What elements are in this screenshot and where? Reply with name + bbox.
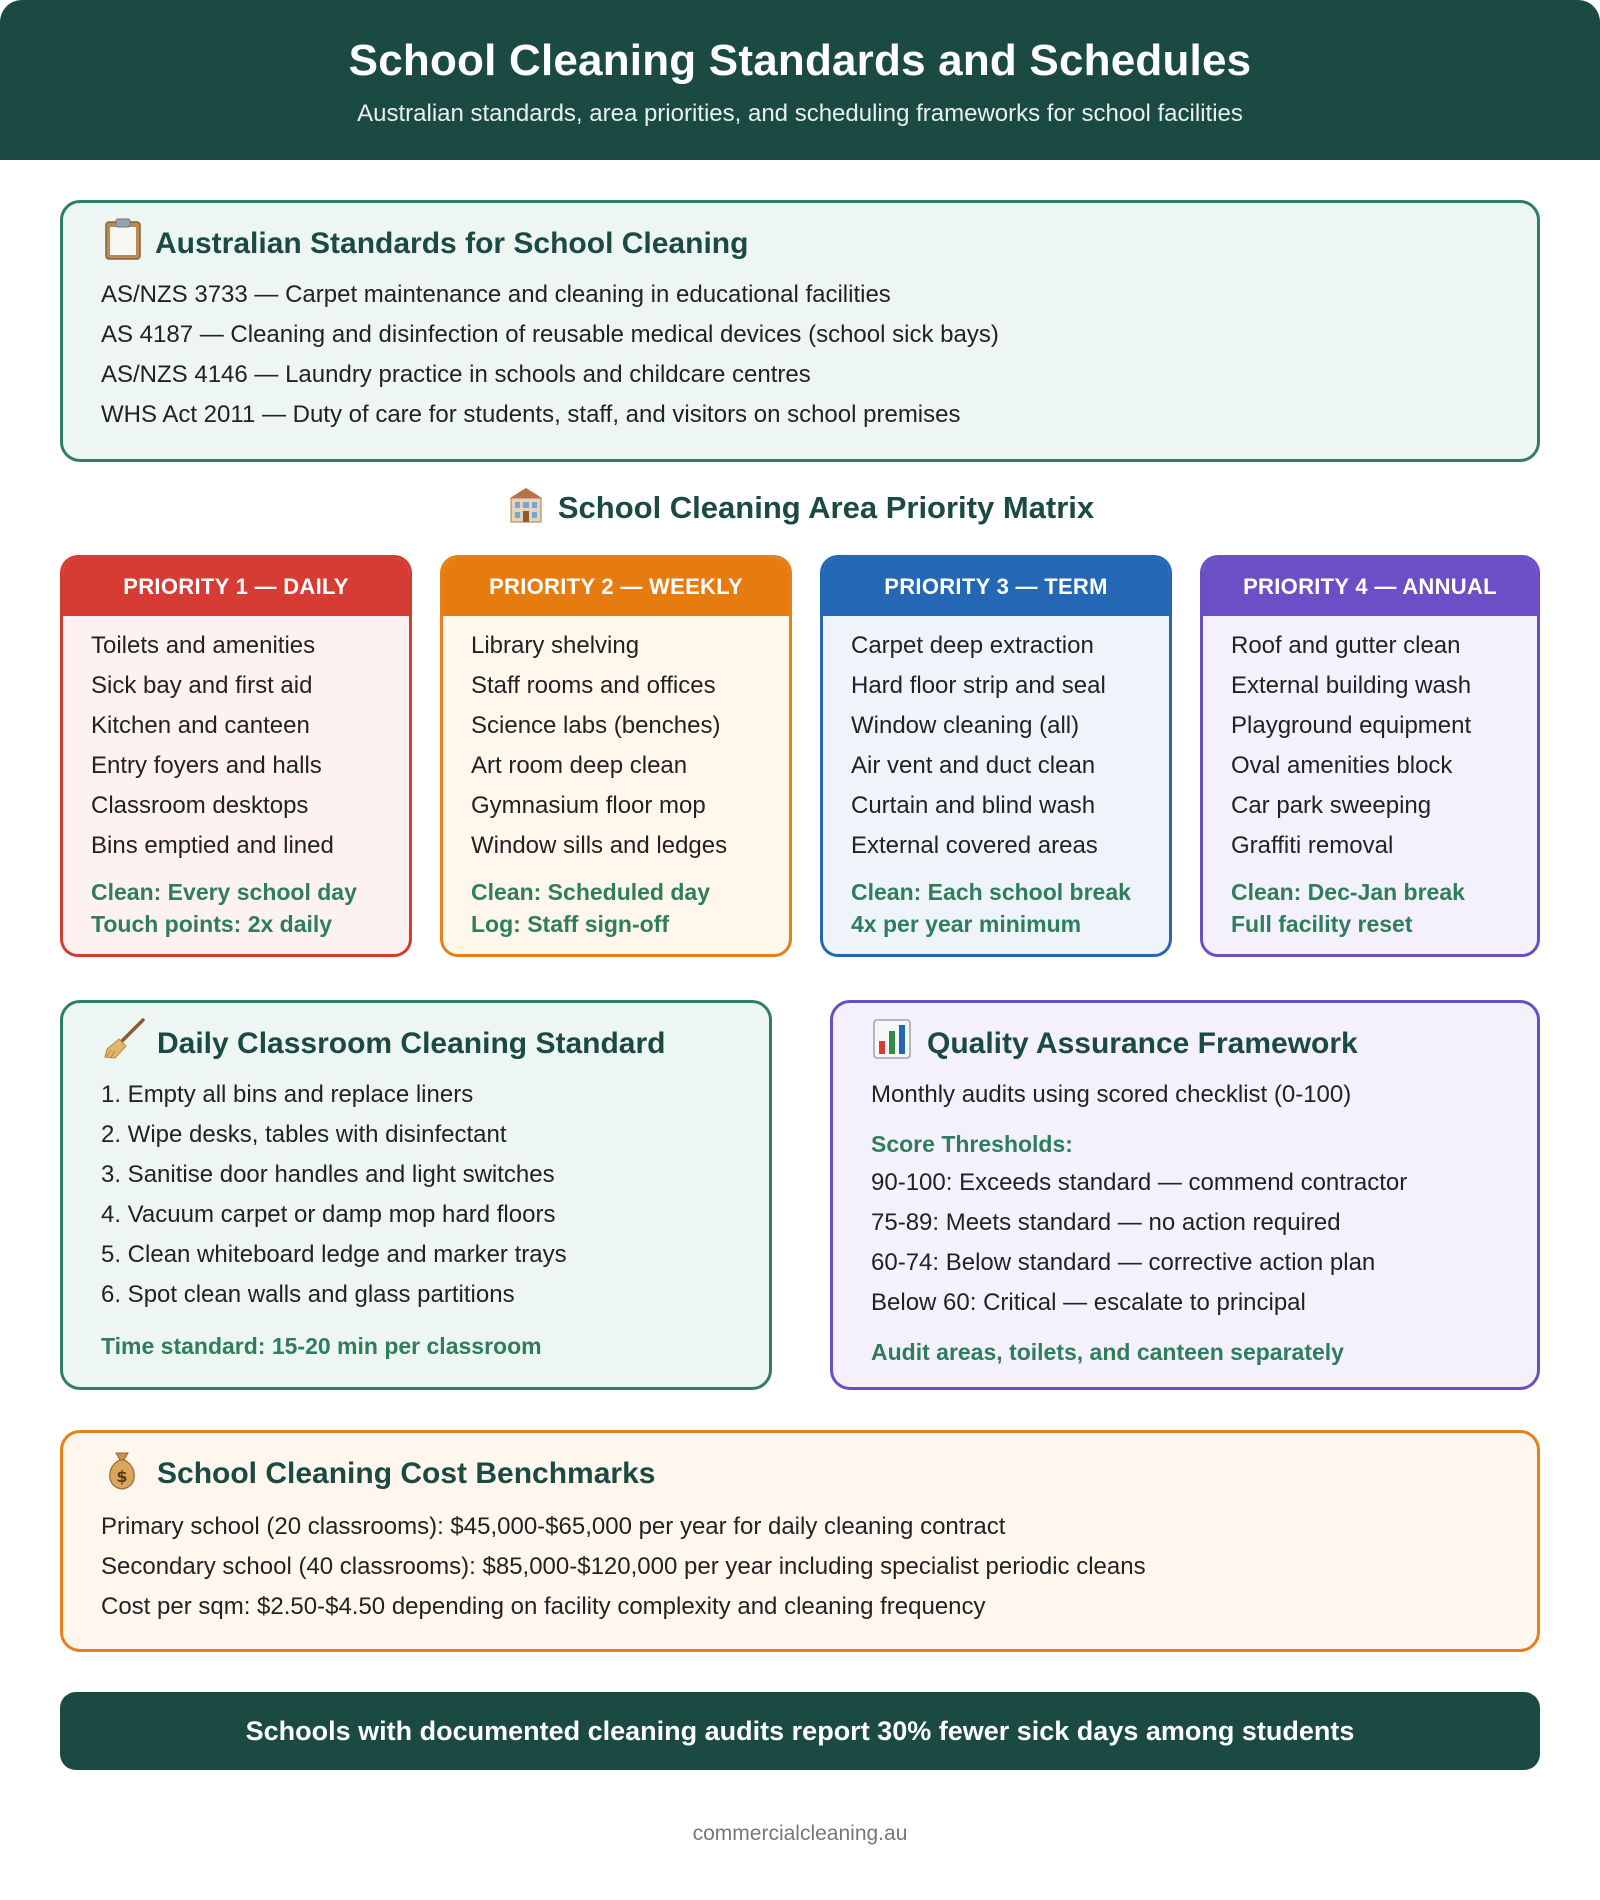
qa-threshold: Below 60: Critical — escalate to principal: [871, 1289, 1306, 1316]
page-header: [0, 0, 1600, 160]
priority-item: Window sills and ledges: [471, 832, 728, 859]
priority-item: Carpet deep extraction: [851, 632, 1094, 659]
priority-item: Roof and gutter clean: [1231, 632, 1461, 659]
cost-item: Primary school (20 classrooms): $45,000-$65,000 per year for daily cleaning contract: [101, 1513, 1006, 1540]
priority-item: Window cleaning (all): [851, 712, 1080, 739]
priority-item: Playground equipment: [1231, 712, 1472, 739]
standard-item: WHS Act 2011 — Duty of care for students, staff, and visitors on school premises: [101, 401, 961, 428]
priority-card-term: [820, 555, 1172, 957]
priority-item: Entry foyers and halls: [91, 752, 322, 779]
priority-item: Curtain and blind wash: [851, 792, 1096, 819]
priority-item: Science labs (benches): [471, 712, 721, 739]
footer-source: commercialcleaning.au: [692, 1822, 908, 1845]
daily-step: 2. Wipe desks, tables with disinfectant: [101, 1121, 507, 1148]
daily-step: 4. Vacuum carpet or damp mop hard floors: [101, 1201, 556, 1228]
priority-card-header: PRIORITY 4 — ANNUAL: [1203, 558, 1537, 616]
priority-card-footer: Log: Staff sign-off: [471, 911, 670, 937]
matrix-title-row: [0, 486, 1600, 526]
priority-card-header: PRIORITY 1 — DAILY: [63, 558, 409, 616]
priority-item: Staff rooms and offices: [471, 672, 716, 699]
bar-chart-icon: [873, 1019, 911, 1059]
priority-card-footer: Full facility reset: [1231, 911, 1413, 937]
priority-item: Gymnasium floor mop: [471, 792, 706, 819]
cost-title: School Cleaning Cost Benchmarks: [157, 1457, 656, 1490]
priority-card-header: PRIORITY 2 — WEEKLY: [443, 558, 789, 616]
quality-assurance-panel: [830, 1000, 1540, 1390]
priority-card-annual: [1200, 555, 1540, 957]
daily-step: 3. Sanitise door handles and light switches: [101, 1161, 555, 1188]
priority-item: Sick bay and first aid: [91, 672, 313, 699]
page-subtitle: Australian standards, area priorities, and scheduling frameworks for school facilities: [357, 100, 1243, 127]
priority-item: Classroom desktops: [91, 792, 309, 819]
cost-item: Secondary school (40 classrooms): $85,000-$120,000 per year including specialist periodic cleans: [101, 1553, 1146, 1580]
money-bag-icon: [103, 1449, 141, 1491]
qa-title: Quality Assurance Framework: [927, 1027, 1358, 1060]
clipboard-icon: [103, 217, 143, 261]
standard-item: AS 4187 — Cleaning and disinfection of reusable medical devices (school sick bays): [101, 321, 999, 348]
priority-item: External building wash: [1231, 672, 1472, 699]
school-building-icon: [506, 486, 546, 524]
priority-item: Hard floor strip and seal: [851, 672, 1106, 699]
qa-thresholds-label: Score Thresholds:: [871, 1131, 1073, 1157]
priority-item: Art room deep clean: [471, 752, 688, 779]
cost-benchmarks-panel: [60, 1430, 1540, 1652]
priority-card-footer: Clean: Each school break: [851, 879, 1131, 905]
priority-card-weekly: [440, 555, 792, 957]
svg-text:$: $: [116, 1467, 128, 1486]
priority-item: Car park sweeping: [1231, 792, 1432, 819]
broom-icon: [103, 1017, 147, 1061]
priority-item: Graffiti removal: [1231, 832, 1394, 859]
cost-item: Cost per sqm: $2.50-$4.50 depending on facility complexity and cleaning frequency: [101, 1593, 986, 1620]
daily-step: 1. Empty all bins and replace liners: [101, 1081, 474, 1108]
priority-card-footer: Clean: Every school day: [91, 879, 357, 905]
page-title: School Cleaning Standards and Schedules: [348, 36, 1252, 85]
daily-step: 5. Clean whiteboard ledge and marker trays: [101, 1241, 567, 1268]
qa-threshold: 75-89: Meets standard — no action required: [871, 1209, 1341, 1236]
priority-item: External covered areas: [851, 832, 1098, 859]
priority-item: Air vent and duct clean: [851, 752, 1096, 779]
priority-card-footer: Clean: Dec-Jan break: [1231, 879, 1465, 905]
standard-item: AS/NZS 3733 — Carpet maintenance and cleaning in educational facilities: [101, 281, 891, 308]
priority-item: Oval amenities block: [1231, 752, 1453, 779]
daily-title: Daily Classroom Cleaning Standard: [157, 1027, 666, 1060]
priority-card-footer: 4x per year minimum: [851, 911, 1082, 937]
priority-item: Toilets and amenities: [91, 632, 316, 659]
standards-title: Australian Standards for School Cleaning: [155, 227, 749, 260]
qa-threshold: 60-74: Below standard — corrective action plan: [871, 1249, 1376, 1276]
qa-note: Audit areas, toilets, and canteen separately: [871, 1339, 1344, 1365]
daily-time-standard: Time standard: 15-20 min per classroom: [101, 1333, 542, 1359]
priority-item: Library shelving: [471, 632, 640, 659]
priority-card-header: PRIORITY 3 — TERM: [823, 558, 1169, 616]
daily-classroom-panel: [60, 1000, 772, 1390]
standard-item: AS/NZS 4146 — Laundry practice in schools and childcare centres: [101, 361, 811, 388]
standards-panel: [60, 200, 1540, 462]
qa-threshold: 90-100: Exceeds standard — commend contractor: [871, 1169, 1408, 1196]
matrix-title: School Cleaning Area Priority Matrix: [557, 490, 1095, 525]
priority-card-daily: [60, 555, 412, 957]
summary-banner: Schools with documented cleaning audits report 30% fewer sick days among students: [60, 1692, 1540, 1770]
priority-card-footer: Clean: Scheduled day: [471, 879, 711, 905]
daily-step: 6. Spot clean walls and glass partitions: [101, 1281, 515, 1308]
priority-card-footer: Touch points: 2x daily: [91, 911, 333, 937]
priority-item: Bins emptied and lined: [91, 832, 334, 859]
priority-item: Kitchen and canteen: [91, 712, 310, 739]
qa-intro: Monthly audits using scored checklist (0-100): [871, 1081, 1352, 1108]
